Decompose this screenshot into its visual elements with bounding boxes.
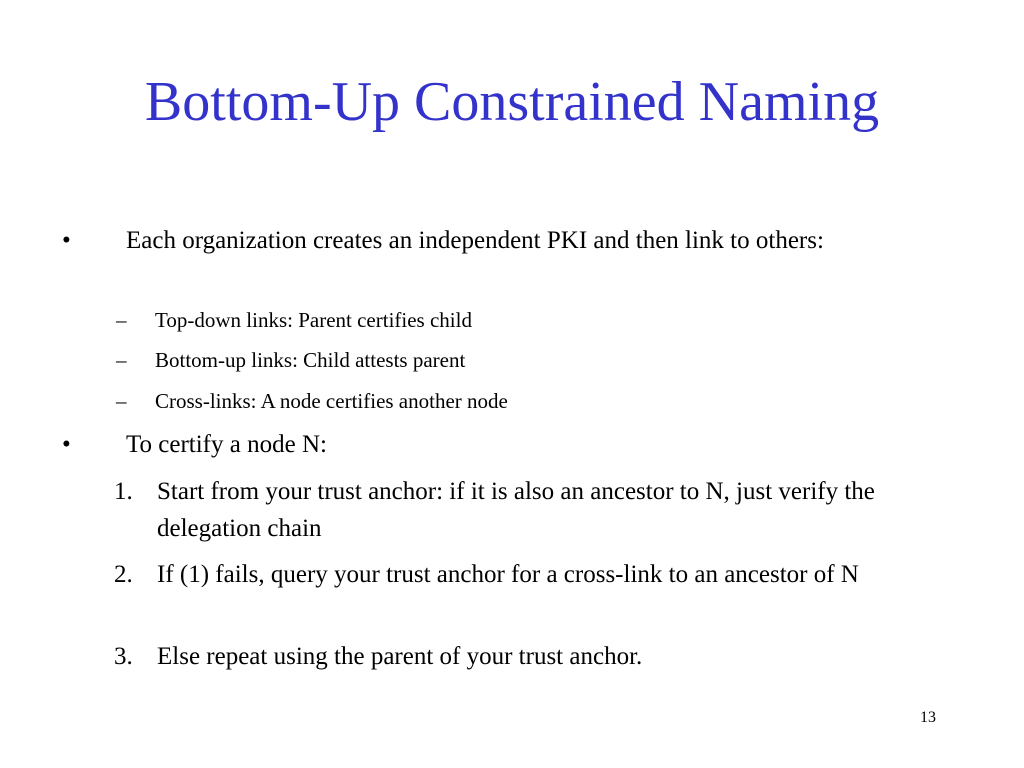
number-marker: 2. — [114, 561, 133, 588]
sub-item-text: Bottom-up links: Child attests parent — [155, 348, 466, 372]
sub-item-text: Top-down links: Parent certifies child — [155, 308, 472, 332]
slide-title: Bottom-Up Constrained Naming — [144, 71, 880, 133]
page-number: 13 — [920, 709, 936, 726]
numbered-item-text: Start from your trust anchor: if it is also an ancestor to N, just verify the delegation chain — [157, 478, 875, 542]
numbered-item-text: If (1) fails, query your trust anchor for a cross-link to an ancestor of N — [157, 561, 859, 588]
number-marker: 3. — [114, 643, 133, 670]
sub-item-text: Cross-links: A node certifies another node — [155, 389, 508, 413]
bullet-marker: • — [62, 431, 71, 458]
dash-marker: – — [116, 389, 127, 413]
number-marker: 1. — [114, 478, 133, 505]
numbered-item-text: Else repeat using the parent of your trust anchor. — [157, 643, 643, 670]
dash-marker: – — [116, 348, 127, 372]
bullet-marker: • — [62, 227, 71, 254]
bullet-text: To certify a node N: — [126, 431, 327, 458]
bullet-text: Each organization creates an independent PKI and then link to others: — [126, 227, 824, 254]
dash-marker: – — [116, 308, 127, 332]
